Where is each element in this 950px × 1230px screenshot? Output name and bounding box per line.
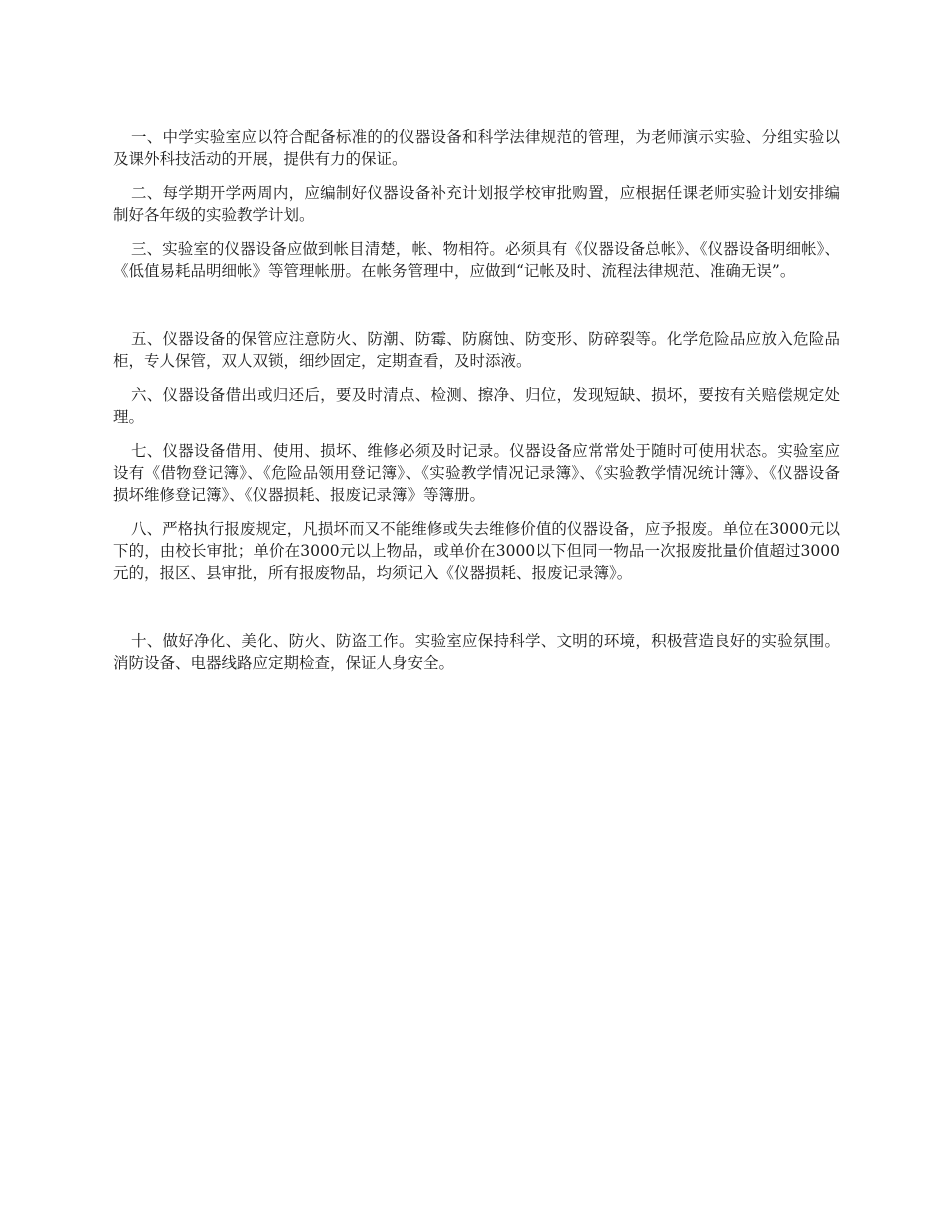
blank-gap <box>113 596 840 630</box>
paragraph-5: 五、仪器设备的保管应注意防火、防潮、防霉、防腐蚀、防变形、防碎裂等。化学危险品应放入危险品柜，专人保管，双人双锁，细纱固定，定期查看，及时添液。 <box>113 330 840 370</box>
paragraph-2: 二、每学期开学两周内，应编制好仪器设备补充计划报学校审批购置，应根据任课老师实验计划安排编制好各年级的实验教学计划。 <box>113 184 840 224</box>
blank-gap <box>113 294 840 328</box>
paragraph-6: 六、仪器设备借出或归还后，要及时清点、检测、擦净、归位，发现短缺、损坏，要按有关赔偿规定处理。 <box>113 386 840 426</box>
paragraph-10: 十、做好净化、美化、防火、防盗工作。实验室应保持科学、文明的环境，积极营造良好的实验氛围。消防设备、电器线路应定期检查，保证人身安全。 <box>113 632 840 672</box>
paragraph-8: 八、严格执行报废规定，凡损坏而又不能维修或失去维修价值的仪器设备，应予报废。单位在3000元以下的，由校长审批；单价在3000元以上物品，或单价在3000以下但同一物品一次报废批量价值超过3000元的，报区、县审批，所有报废物品，均须记入《仪器损耗、报废记录簿》。 <box>113 520 840 582</box>
paragraph-1: 一、中学实验室应以符合配备标准的的仪器设备和科学法律规范的管理，为老师演示实验、分组实验以及课外科技活动的开展，提供有力的保证。 <box>113 128 840 168</box>
paragraph-3: 三、实验室的仪器设备应做到帐目清楚，帐、物相符。必须具有《仪器设备总帐》、《仪器设备明细帐》、《低值易耗品明细帐》等管理帐册。在帐务管理中，应做到“记帐及时、流程法律规范、准确无误”。 <box>113 240 840 280</box>
document-body <box>113 126 840 686</box>
paragraph-7: 七、仪器设备借用、使用、损坏、维修必须及时记录。仪器设备应常常处于随时可使用状态。实验室应设有《借物登记簿》、《危险品领用登记簿》、《实验教学情况记录簿》、《实验教学情况统计簿》、《仪器设备损坏维修登记簿》、《仪器损耗、报废记录簿》等簿册。 <box>113 442 840 504</box>
